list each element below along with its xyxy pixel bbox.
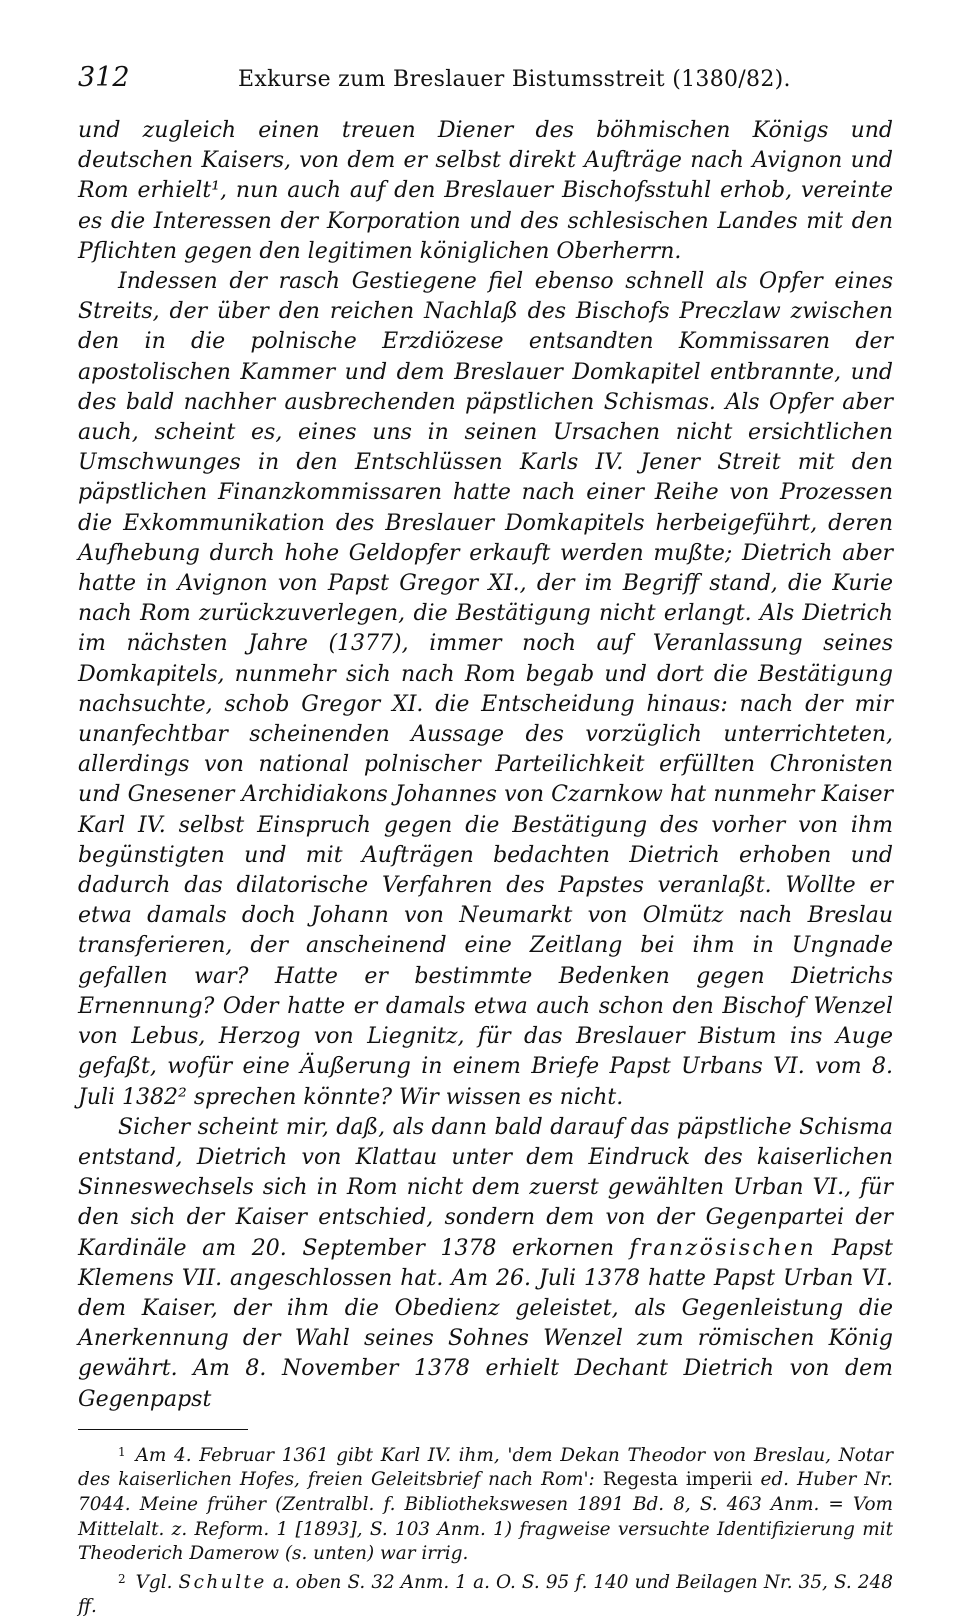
footnote-1-part-a: Am 4. Februar 1361 gibt Karl IV. ihm, 'dem Dekan Theodor von Breslau, Notar des kaiserlichen Hofes, freien Geleitsbrief nach Rom': [78, 1444, 893, 1491]
footnote-1-marker: 1 [118, 1444, 126, 1459]
running-title: Exkurse zum Breslauer Bistumsstreit (1380/82). [238, 67, 791, 92]
book-page [78, 62, 893, 1620]
footnote-1-upright: Regesta imperii [602, 1469, 753, 1491]
footnote-1 [78, 1440, 893, 1567]
footnote-2-marker: 2 [118, 1571, 126, 1586]
footnote-1-part-b: ed. Huber Nr. 7044. Meine früher (Zentralbl. f. Bibliothekswesen 1891 Bd. 8, S. 463 Anm. = Vom Mittelalt. z. Reform. 1 [1893], S. 103 Anm. 1) fragweise versuchte Identifizierung mit Theoderich Damerow (s. unten) war irrig. [78, 1469, 893, 1565]
footnote-2-part-a: Vgl. [135, 1571, 173, 1593]
footnotes [78, 1440, 893, 1620]
spaced-emphasis: französischen [629, 1235, 817, 1261]
paragraph-1: und zugleich einen treuen Diener des böhmischen Königs und deutschen Kaisers, von dem er selbst direkt Aufträge nach Avignon und Rom erhielt¹, nun auch auf den Breslauer Bischofsstuhl erhob, vereinte es die Interessen der Korporation und des schlesischen Landes mit den Pflichten gegen den legitimen königlichen Oberherrn. [78, 118, 893, 264]
footnote-divider [78, 1429, 248, 1430]
paragraph-2: Indessen der rasch Gestiegene fiel ebenso schnell als Opfer eines Streits, der über den reichen Nachlaß des Bischofs Preczlaw zwischen den in die polnische Erzdiözese entsandten Kommissaren der apostolischen Kammer und dem Breslauer Domkapitel entbrannte, und des bald nachher ausbrechenden päpstlichen Schismas. Als Opfer aber auch, scheint es, eines uns in seinen Ursachen nicht ersichtlichen Umschwunges in den Entschlüssen Karls IV. Jener Streit mit den päpstlichen Finanzkommissaren hatte nach einer Reihe von Prozessen die Exkommunikation des Breslauer Domkapitels herbeigeführt, deren Aufhebung durch hohe Geldopfer erkauft werden mußte; Dietrich aber hatte in Avignon von Papst Gregor XI., der im Begriff stand, die Kurie nach Rom zurückzuverlegen, die Bestätigung nicht erlangt. Als Dietrich im nächsten Jahre (1377), immer noch auf Veranlassung seines Domkapitels, nunmehr sich nach Rom begab und dort die Bestätigung nachsuchte, schob Gregor XI. die Entscheidung hinaus: nach der mir unanfechtbar scheinenden Aussage des vorzüglich unterrichteten, allerdings von national polnischer Parteilichkeit erfüllten Chronisten und Gnesener Archidiakons Johannes von Czarnkow hat nunmehr Kaiser Karl IV. selbst Einspruch gegen die Bestätigung des vorher von ihm begünstigten und mit Aufträgen bedachten Dietrich erhoben und dadurch das dilatorische Verfahren des Papstes veranlaßt. Wollte er etwa damals doch Johann von Neumarkt von Olmütz nach Breslau transferieren, der anscheinend eine Zeitlang bei ihm in Ungnade gefallen war? Hatte er bestimmte Bedenken gegen Dietrichs Ernennung? Oder hatte er damals etwa auch schon den Bischof Wenzel von Lebus, Herzog von Liegnitz, für das Breslauer Bistum ins Auge gefaßt, wofür eine Äußerung in einem Briefe Papst Urbans VI. vom 8. Juli 1382² sprechen könnte? Wir wissen es nicht. [78, 269, 893, 1110]
paragraph-3-part-b: Papst Klemens VII. angeschlossen hat. Am 26. Juli 1378 hatte Papst Urban VI. dem Kaiser, der ihm die Obedienz geleistet, als Gegenleistung die Anerkennung der Wahl seines Sohnes Wenzel zum römischen König gewährt. Am 8. November 1378 erhielt Dechant Dietrich von dem Gegenpapst [78, 1235, 893, 1412]
page-number: 312 [78, 62, 130, 93]
footnote-2-spaced-author: Schulte [178, 1571, 267, 1593]
paragraph-3-part-a: Sicher scheint mir, daß, als dann bald darauf das päpstliche Schisma entstand, Dietrich von Klattau unter dem Eindruck des kaiserlichen Sinneswechsels sich in Rom nicht dem zuerst gewählten Urban VI., für den sich der Kaiser entschied, sondern dem von der Gegenpartei der Kardinäle am 20. September 1378 erkornen [78, 1114, 893, 1261]
footnote-2-part-b: a. oben S. 32 Anm. 1 a. O. S. 95 f. 140 und Beilagen Nr. 35, S. 248 ff. [78, 1571, 893, 1618]
footnote-2 [78, 1567, 893, 1620]
page-header [78, 62, 893, 100]
main-text [78, 116, 893, 1415]
paragraph-3 [78, 1113, 893, 1415]
